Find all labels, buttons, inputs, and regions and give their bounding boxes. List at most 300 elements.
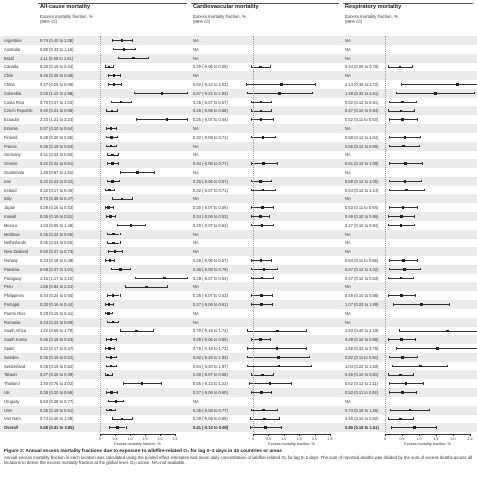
ci-lower-cap xyxy=(388,65,389,68)
point-estimate-cardio xyxy=(261,224,264,227)
point-estimate-cardio xyxy=(276,330,279,333)
country-label: Uruguay xyxy=(4,398,20,404)
estimate-text-all: 0.74 (0.40 to 1.08) xyxy=(40,416,74,422)
point-estimate-resp xyxy=(436,347,439,350)
country-label: New Zealand xyxy=(4,249,29,255)
estimate-text-cardio: 0.38 (-0.09 to 0.85) xyxy=(193,416,228,422)
estimate-text-cardio: 0.27 (-0.06 to 0.60) xyxy=(193,390,228,395)
ci-lower-cap xyxy=(393,303,394,306)
ci-upper-cap xyxy=(291,382,292,385)
ci-lower-cap xyxy=(106,365,107,368)
x-tick-label: 1.0 xyxy=(416,436,422,441)
point-estimate-all xyxy=(108,189,111,192)
table-row xyxy=(0,397,477,406)
panel-title: All-cause mortality xyxy=(40,4,91,10)
country-label: Mexico xyxy=(4,222,17,228)
ci-lower-cap xyxy=(249,382,250,385)
point-estimate-all xyxy=(145,286,148,289)
ci-lower-cap xyxy=(388,215,389,218)
estimate-text-cardio: 0.28 (-0.07 to 0.63) xyxy=(193,293,228,299)
x-tick-label: 2.5 xyxy=(467,436,473,441)
point-estimate-cardio xyxy=(262,136,265,139)
estimate-text-all: 0.36 (0.19 to 0.53) xyxy=(40,337,74,343)
point-estimate-resp xyxy=(401,356,404,359)
estimate-text-all: 0.41 (0.22 to 0.60) xyxy=(40,152,74,158)
estimate-text-all: 0.70 (0.37 to 1.03) xyxy=(40,99,74,105)
ci-upper-cap xyxy=(277,162,278,165)
ci-lower-cap xyxy=(107,233,108,236)
ci-lower-cap xyxy=(389,206,390,209)
estimate-text-cardio: NA xyxy=(193,126,199,131)
ci-upper-cap xyxy=(120,233,121,236)
ci-lower-cap xyxy=(113,48,114,51)
ci-lower-cap xyxy=(105,347,106,350)
point-estimate-cardio xyxy=(280,83,283,86)
x-tick-label: 0.5 xyxy=(399,436,405,441)
point-estimate-resp xyxy=(413,426,416,429)
ci-lower-cap xyxy=(107,153,108,156)
ci-lower-cap xyxy=(251,109,252,112)
estimate-text-resp: 0.73 (0.15 to 1.28) xyxy=(345,407,379,413)
ci-lower-cap xyxy=(107,180,108,183)
point-estimate-resp xyxy=(419,365,422,368)
point-estimate-cardio xyxy=(260,110,263,113)
table-row xyxy=(0,300,477,309)
ci-lower-cap xyxy=(251,268,252,271)
point-estimate-cardio xyxy=(261,374,264,377)
point-estimate-all xyxy=(110,145,113,148)
country-label: Colombia xyxy=(4,90,22,96)
ci-upper-cap xyxy=(413,373,414,376)
table-row xyxy=(0,388,477,397)
country-label: Taiwan xyxy=(4,372,17,378)
estimate-text-resp: 2.14 (0.48 to 3.72) xyxy=(345,82,379,87)
country-label: Argentina xyxy=(4,38,22,43)
ci-lower-cap xyxy=(389,189,390,192)
ci-lower-cap xyxy=(112,417,113,420)
table-row xyxy=(0,362,477,371)
ci-lower-cap xyxy=(251,65,252,68)
country-label: Romania xyxy=(4,319,21,325)
point-estimate-cardio xyxy=(277,356,280,359)
estimate-text-all: 0.53 (0.28 to 0.77) xyxy=(40,398,74,404)
point-estimate-resp xyxy=(403,268,406,271)
estimate-text-all: 1.22 (0.66 to 1.78) xyxy=(40,328,74,334)
ci-lower-cap xyxy=(111,101,112,104)
ci-upper-cap xyxy=(447,365,448,368)
estimate-text-all: 0.73 (0.39 to 0.47) xyxy=(40,196,74,202)
estimate-text-resp: 0.47 (0.10 to 0.84) xyxy=(345,222,379,228)
estimate-text-resp: 1.07 (0.23 to 1.89) xyxy=(345,302,379,307)
point-estimate-resp xyxy=(405,189,408,192)
ci-lower-cap xyxy=(251,259,252,262)
ci-upper-cap xyxy=(273,206,274,209)
estimate-text-all: 0.30 (0.16 to 0.44) xyxy=(40,64,74,70)
ci-upper-cap xyxy=(421,180,422,183)
ci-lower-cap xyxy=(388,338,389,341)
estimate-text-cardio: NA xyxy=(193,55,199,61)
point-estimate-resp xyxy=(446,330,449,333)
point-estimate-cardio xyxy=(263,418,266,421)
ci-lower-cap xyxy=(106,127,107,130)
ci-upper-cap xyxy=(116,127,117,130)
ci-upper-cap xyxy=(115,215,116,218)
ci-upper-cap xyxy=(117,109,118,112)
point-estimate-all xyxy=(111,180,114,183)
point-estimate-all xyxy=(107,206,110,209)
country-label: Overall xyxy=(4,425,18,431)
estimate-text-all: 1.40 (0.76 to 2.02) xyxy=(40,381,74,387)
estimate-text-cardio: 0.36 (-0.08 to 0.79) xyxy=(193,266,228,272)
country-label: Switzerland xyxy=(4,363,26,369)
ci-lower-cap xyxy=(107,294,108,297)
estimate-text-resp: NA xyxy=(345,398,351,404)
ci-upper-cap xyxy=(119,180,120,183)
panel-title: Respiratory mortality xyxy=(345,4,402,10)
ci-lower-cap xyxy=(388,109,389,112)
ci-lower-cap xyxy=(251,391,252,394)
x-tick-label: 0.5 xyxy=(265,436,271,441)
country-label: Spain xyxy=(4,346,15,351)
country-label: Greece xyxy=(4,161,18,167)
country-label: Peru xyxy=(4,284,13,290)
figure-caption-body: Annual excess mortality fraction in each location was calculated using the pooled effect estimates and mean daily concentration of wildfire-related O₃ for lag 0–2 days. The sum of reported deaths was divided by the sum of excess deaths across all locations to derive the excess mortality fraction at the global level. O₃=ozone. NA=not available. xyxy=(4,454,473,466)
point-estimate-all xyxy=(112,242,115,245)
estimate-text-resp: 1.55 (0.33 to 2.75) xyxy=(345,346,379,351)
country-label: Ireland xyxy=(4,187,17,193)
ci-lower-cap xyxy=(120,329,121,332)
estimate-text-all: 0.47 (0.25 to 0.69) xyxy=(40,82,74,87)
x-axis-title: Excess mortality fraction, % xyxy=(268,442,315,446)
ci-upper-cap xyxy=(122,250,123,253)
estimate-text-cardio: NA xyxy=(193,73,199,79)
ci-lower-cap xyxy=(107,321,108,324)
estimate-text-all: 0.38 (0.20 to 0.55) xyxy=(40,134,74,140)
estimate-text-all: 0.58 (0.31 to 0.85) xyxy=(40,425,74,431)
x-tick-label: 0.5 xyxy=(112,436,118,441)
panel-top-rule xyxy=(343,3,473,4)
estimate-text-resp: 1.83 (0.40 to 3.19) xyxy=(345,328,379,334)
ci-lower-cap xyxy=(401,83,402,86)
estimate-text-resp: NA xyxy=(345,73,351,79)
point-estimate-resp xyxy=(400,215,403,218)
table-row xyxy=(0,54,477,63)
estimate-text-all: 0.35 (0.19 to 0.51) xyxy=(40,407,74,413)
figure-caption xyxy=(4,448,473,466)
point-estimate-resp xyxy=(400,277,403,280)
estimate-text-all: 0.46 (0.25 to 0.68) xyxy=(40,73,74,79)
x-tick-label: 0 xyxy=(99,436,101,441)
country-label: South Africa xyxy=(4,328,27,334)
estimate-text-resp: 0.61 (0.13 to 1.09) xyxy=(345,161,379,167)
ci-upper-cap xyxy=(429,409,430,412)
point-estimate-all xyxy=(111,110,114,113)
ci-upper-cap xyxy=(420,268,421,271)
point-estimate-resp xyxy=(405,382,408,385)
estimate-text-resp: NA xyxy=(345,284,351,290)
ci-upper-cap xyxy=(269,215,270,218)
ci-upper-cap xyxy=(120,74,121,77)
ci-lower-cap xyxy=(105,303,106,306)
x-tick-label: 1.0 xyxy=(127,436,133,441)
point-estimate-resp xyxy=(402,206,405,209)
table-row xyxy=(0,326,477,335)
point-estimate-resp xyxy=(456,83,459,86)
estimate-text-cardio: 0.27 (-0.06 to 0.61) xyxy=(193,302,228,307)
estimate-text-all: 2.23 (1.21 to 3.23) xyxy=(40,117,74,123)
estimate-text-resp: 0.54 (0.11 to 0.95) xyxy=(345,258,379,263)
estimate-text-cardio: NA xyxy=(193,170,199,175)
ci-upper-cap xyxy=(145,224,146,227)
ci-upper-cap xyxy=(112,312,113,315)
ci-lower-cap xyxy=(247,347,248,350)
point-estimate-cardio xyxy=(259,215,262,218)
ci-upper-cap xyxy=(424,189,425,192)
ci-lower-cap xyxy=(392,365,393,368)
country-label: USA xyxy=(4,407,13,413)
table-row xyxy=(0,344,477,353)
ci-lower-cap xyxy=(390,409,391,412)
ci-lower-cap xyxy=(106,356,107,359)
estimate-text-all: 0.40 (0.21 to 0.58) xyxy=(40,108,74,114)
x-tick-label: 1.5 xyxy=(142,436,148,441)
ci-upper-cap xyxy=(412,65,413,68)
point-estimate-cardio xyxy=(264,426,267,429)
x-tick-label: 0 xyxy=(384,436,386,441)
ci-lower-cap xyxy=(136,118,137,121)
point-estimate-cardio xyxy=(260,118,263,121)
estimate-text-all: 0.42 (0.23 to 0.62) xyxy=(40,178,74,184)
point-estimate-resp xyxy=(399,374,402,377)
point-estimate-all xyxy=(120,101,123,104)
estimate-text-cardio: NA xyxy=(193,143,199,149)
ci-upper-cap xyxy=(306,347,307,350)
ci-upper-cap xyxy=(306,329,307,332)
table-row xyxy=(0,71,477,80)
x-tick-label: 0 xyxy=(252,436,254,441)
estimate-text-cardio: 0.32 (-0.08 to 0.71) xyxy=(193,134,228,140)
estimate-text-cardio: 0.84 (-0.20 to 1.87) xyxy=(193,363,228,369)
point-estimate-cardio xyxy=(260,101,263,104)
point-estimate-all xyxy=(109,259,112,262)
estimate-text-cardio: 0.25 (-0.06 to 0.55) xyxy=(193,337,228,343)
estimate-text-cardio: 0.87 (-0.21 to 1.92) xyxy=(193,90,228,96)
ci-upper-cap xyxy=(414,215,415,218)
ci-upper-cap xyxy=(275,189,276,192)
estimate-text-cardio: 0.34 (-0.08 to 0.77) xyxy=(193,161,228,167)
ci-lower-cap xyxy=(388,417,389,420)
ci-upper-cap xyxy=(153,329,154,332)
estimate-text-resp: NA xyxy=(345,249,351,255)
ci-lower-cap xyxy=(118,57,119,60)
estimate-text-all: 0.69 (0.37 to 1.01) xyxy=(40,266,74,272)
table-row xyxy=(0,80,477,89)
estimate-text-resp: 1.04 (0.22 to 1.83) xyxy=(345,363,379,369)
ci-upper-cap xyxy=(423,382,424,385)
ci-upper-cap xyxy=(113,303,114,306)
estimate-text-all: 0.28 (0.15 to 0.41) xyxy=(40,310,74,316)
point-estimate-resp xyxy=(400,338,403,341)
point-estimate-all xyxy=(110,136,113,139)
x-axis-title: Excess mortality fraction, % xyxy=(114,442,161,446)
table-row xyxy=(0,150,477,159)
table-row xyxy=(0,238,477,247)
point-estimate-cardio xyxy=(259,338,262,341)
point-estimate-cardio xyxy=(259,66,262,69)
table-row xyxy=(0,168,477,177)
point-estimate-resp xyxy=(400,294,403,297)
ci-upper-cap xyxy=(130,268,131,271)
point-estimate-resp xyxy=(409,409,412,412)
estimate-text-resp: 0.86 (0.18 to 1.51) xyxy=(345,425,379,431)
estimate-text-all: 0.45 (0.24 to 0.65) xyxy=(40,231,74,237)
ci-lower-cap xyxy=(105,312,106,315)
estimate-text-resp: 0.59 (0.12 to 1.05) xyxy=(345,178,379,184)
figure-title: Figure 2: Annual excess mortality fractions due to exposure to wildfire-related O₃ for lag 0–2 days in 43 countries or areas xyxy=(4,449,282,454)
ci-lower-cap xyxy=(389,259,390,262)
table-row xyxy=(0,98,477,107)
estimate-text-cardio: 0.35 (-0.08 to 0.77) xyxy=(193,407,228,413)
ci-lower-cap xyxy=(391,426,392,429)
estimate-text-cardio: 0.26 (-0.06 to 0.57) xyxy=(193,258,228,263)
table-row xyxy=(0,379,477,388)
estimate-text-all: 1.25 (0.67 to 1.81) xyxy=(40,170,74,175)
ci-lower-cap xyxy=(123,382,124,385)
ci-upper-cap xyxy=(273,118,274,121)
table-row xyxy=(0,406,477,415)
estimate-text-cardio: NA xyxy=(193,152,199,158)
estimate-text-resp: NA xyxy=(345,126,351,131)
point-estimate-resp xyxy=(404,136,407,139)
table-row xyxy=(0,115,477,124)
estimate-text-resp: 0.52 (0.11 to 0.93) xyxy=(345,117,379,123)
table-row xyxy=(0,142,477,151)
x-axis-all xyxy=(100,434,175,435)
ci-upper-cap xyxy=(273,224,274,227)
estimate-text-resp: 0.49 (0.10 to 0.86) xyxy=(345,214,379,219)
point-estimate-all xyxy=(114,250,117,253)
point-estimate-all xyxy=(110,338,113,341)
ci-upper-cap xyxy=(275,136,276,139)
ci-upper-cap xyxy=(270,65,271,68)
x-tick-label: 2.0 xyxy=(157,436,163,441)
ci-upper-cap xyxy=(413,277,414,280)
estimate-text-all: 0.36 (0.19 to 0.53) xyxy=(40,143,74,149)
point-estimate-cardio xyxy=(260,259,263,262)
x-tick-label: 2.5 xyxy=(172,436,178,441)
table-row xyxy=(0,194,477,203)
estimate-text-all: 0.35 (0.19 to 0.51) xyxy=(40,214,74,219)
table-row xyxy=(0,212,477,221)
ci-lower-cap xyxy=(251,409,252,412)
reference-line xyxy=(253,36,254,432)
ci-upper-cap xyxy=(271,180,272,183)
point-estimate-all xyxy=(108,303,111,306)
ci-upper-cap xyxy=(118,153,119,156)
estimate-text-cardio: NA xyxy=(193,249,199,255)
ci-upper-cap xyxy=(132,197,133,200)
panel-header-cardio xyxy=(193,4,259,32)
ci-upper-cap xyxy=(113,65,114,68)
point-estimate-all xyxy=(161,92,164,95)
estimate-text-cardio: 0.78 (-0.19 to 1.72) xyxy=(193,346,228,351)
estimate-text-all: 0.27 (0.15 to 0.39) xyxy=(40,372,74,378)
point-estimate-cardio xyxy=(260,294,263,297)
estimate-text-cardio: 0.26 (-0.07 to 0.64) xyxy=(193,117,228,123)
ci-upper-cap xyxy=(272,303,273,306)
ci-upper-cap xyxy=(415,294,416,297)
country-label: Finland xyxy=(4,134,18,140)
point-estimate-resp xyxy=(404,180,407,183)
estimate-text-resp: 0.52 (0.11 to 0.94) xyxy=(345,354,379,360)
country-label: UK xyxy=(4,390,10,395)
ci-lower-cap xyxy=(396,347,397,350)
ci-upper-cap xyxy=(420,136,421,139)
estimate-text-resp: 0.62 (0.13 to 1.11) xyxy=(345,381,379,387)
estimate-text-cardio: NA xyxy=(193,231,199,237)
estimate-text-resp: 0.59 (0.12 to 1.04) xyxy=(345,134,379,140)
country-label: Viet Nam xyxy=(4,416,21,422)
estimate-text-all: 1.03 (0.55 to 1.49) xyxy=(40,222,74,228)
estimate-text-cardio: NA xyxy=(193,284,199,290)
country-label: Chile xyxy=(4,73,14,79)
ci-lower-cap xyxy=(105,259,106,262)
estimate-text-resp: 0.44 (0.09 to 0.78) xyxy=(345,64,379,70)
table-row xyxy=(0,353,477,362)
estimate-text-resp: NA xyxy=(345,319,351,325)
estimate-text-all: 0.38 (0.20 to 0.56) xyxy=(40,390,74,395)
point-estimate-resp xyxy=(402,145,405,148)
ci-upper-cap xyxy=(415,338,416,341)
estimate-text-all: 0.32 (0.17 to 0.46) xyxy=(40,187,74,193)
ci-lower-cap xyxy=(107,162,108,165)
estimate-text-cardio: 0.29 (-0.07 to 0.64) xyxy=(193,275,228,281)
ci-lower-cap xyxy=(388,373,389,376)
panel-subtitle: Excess mortality fraction, % (95% CI) xyxy=(40,14,93,24)
point-estimate-all xyxy=(109,409,112,412)
table-row xyxy=(0,45,477,54)
point-estimate-all xyxy=(130,224,133,227)
point-estimate-cardio xyxy=(276,347,279,350)
ci-lower-cap xyxy=(251,224,252,227)
estimate-text-resp: 0.64 (0.13 to 1.14) xyxy=(345,187,379,193)
estimate-text-cardio: 0.24 (-0.06 to 0.53) xyxy=(193,214,228,219)
ci-upper-cap xyxy=(273,277,274,280)
point-estimate-all xyxy=(121,418,124,421)
ci-upper-cap xyxy=(417,356,418,359)
estimate-text-all: 0.42 (0.22 to 0.61) xyxy=(40,161,74,167)
ci-lower-cap xyxy=(108,250,109,253)
estimate-text-resp: NA xyxy=(345,55,351,61)
estimate-text-cardio: 0.26 (-0.07 to 0.57) xyxy=(193,99,228,105)
estimate-text-cardio: 0.25 (-0.06 to 0.55) xyxy=(193,64,228,70)
point-estimate-resp xyxy=(399,418,402,421)
country-label: Norway xyxy=(4,258,18,263)
table-row xyxy=(0,309,477,318)
estimate-text-resp: 0.53 (0.11 to 0.94) xyxy=(345,205,379,211)
ci-lower-cap xyxy=(246,83,247,86)
ci-lower-cap xyxy=(251,136,252,139)
country-label: Ecuador xyxy=(4,117,20,123)
table-row xyxy=(0,256,477,265)
point-estimate-all xyxy=(121,198,124,201)
point-estimate-all xyxy=(166,118,169,121)
ci-upper-cap xyxy=(312,92,313,95)
estimate-text-resp: 0.55 (0.12 to 0.99) xyxy=(345,143,379,149)
estimate-text-cardio: 0.41 (-0.10 to 0.90) xyxy=(193,425,229,431)
ci-upper-cap xyxy=(187,92,188,95)
point-estimate-cardio xyxy=(262,189,265,192)
